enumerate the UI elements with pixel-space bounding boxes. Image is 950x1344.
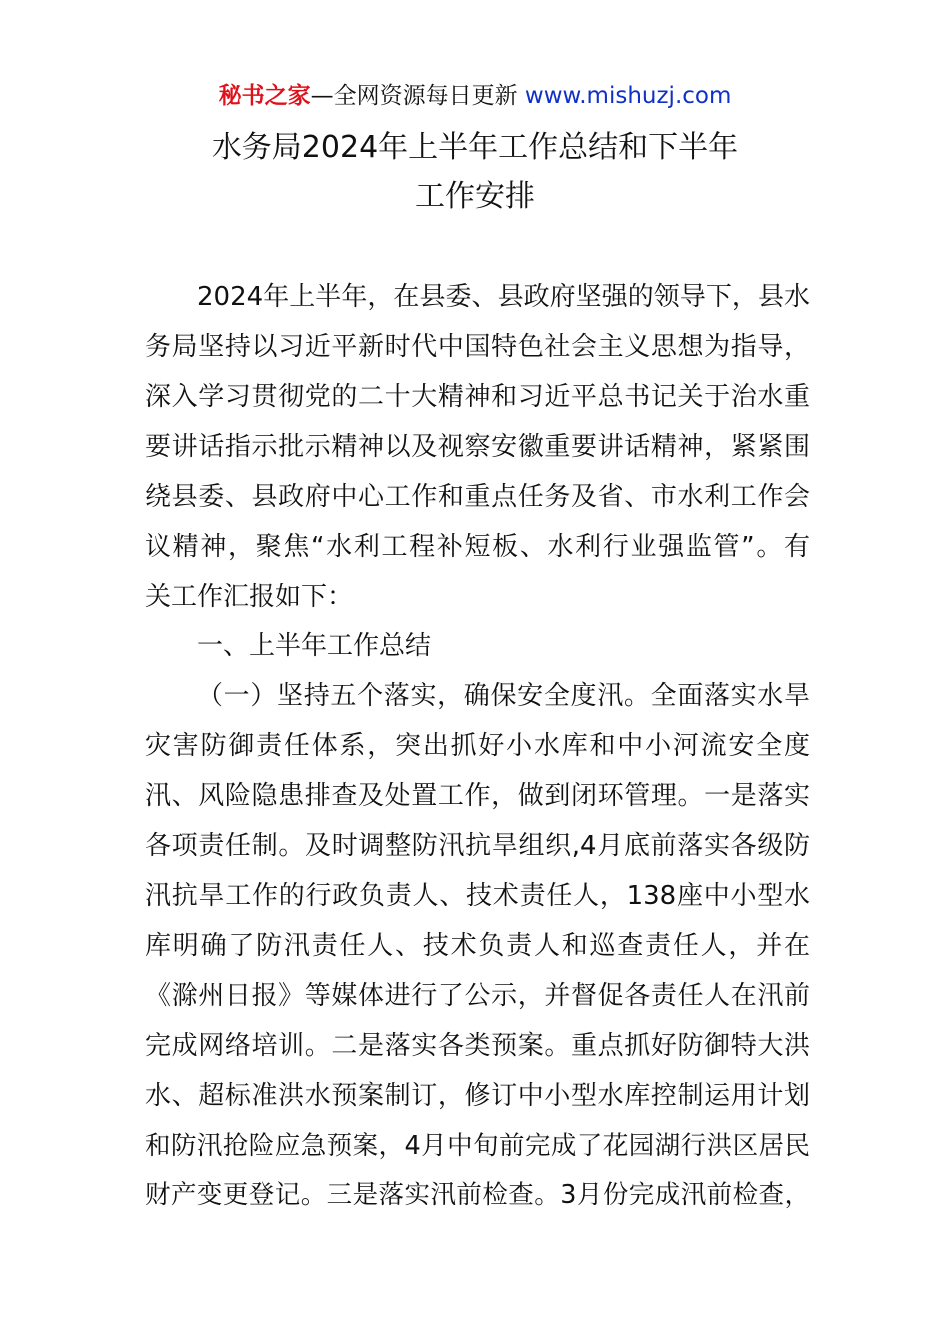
- body-line: 汛、风险隐患排查及处置工作，做到闭环管理。一是落实: [145, 781, 810, 811]
- section-heading: 一、上半年工作总结: [197, 631, 432, 661]
- body-line: 各项责任制。及时调整防汛抗旱组织,4月底前落实各级防: [145, 831, 810, 861]
- body-line: 汛抗旱工作的行政负责人、技术责任人，138座中小型水: [145, 881, 810, 911]
- document-title-line-2: 工作安排: [415, 179, 535, 214]
- body-line: 库明确了防汛责任人、技术负责人和巡查责任人，并在: [145, 931, 810, 961]
- body-line: 2024年上半年，在县委、县政府坚强的领导下，县水: [197, 282, 810, 312]
- body-line: 要讲话指示批示精神以及视察安徽重要讲话精神，紧紧围: [145, 432, 810, 462]
- body-line: 《滁州日报》等媒体进行了公示，并督促各责任人在汛前: [145, 981, 810, 1011]
- brand-name: 秘书之家: [218, 83, 311, 109]
- body-line: 财产变更登记。三是落实汛前检查。3月份完成汛前检查，: [145, 1180, 810, 1210]
- body-line: 灾害防御责任体系，突出抓好小水库和中小河流安全度: [145, 731, 810, 761]
- body-line: 水、超标准洪水预案制订，修订中小型水库控制运用计划: [145, 1081, 810, 1111]
- body-line: （一）坚持五个落实，确保安全度汛。全面落实水旱: [197, 681, 810, 711]
- body-line: 议精神，聚焦“水利工程补短板、水利行业强监管”。有: [145, 532, 810, 562]
- site-url-link[interactable]: www.mishuzj.com: [524, 83, 732, 109]
- document-title-line-1: 水务局2024年上半年工作总结和下半年: [211, 130, 739, 165]
- body-line: 深入学习贯彻党的二十大精神和习近平总书记关于治水重: [145, 382, 810, 412]
- body-line: 绕县委、县政府中心工作和重点任务及省、市水利工作会: [145, 482, 810, 512]
- body-line: 完成网络培训。二是落实各类预案。重点抓好防御特大洪: [145, 1031, 810, 1061]
- body-line: 关工作汇报如下：: [145, 582, 354, 612]
- site-tagline: —全网资源每日更新: [310, 83, 525, 109]
- body-line: 和防汛抢险应急预案，4月中旬前完成了花园湖行洪区居民: [145, 1131, 810, 1161]
- body-line: 务局坚持以习近平新时代中国特色社会主义思想为指导，: [145, 332, 810, 362]
